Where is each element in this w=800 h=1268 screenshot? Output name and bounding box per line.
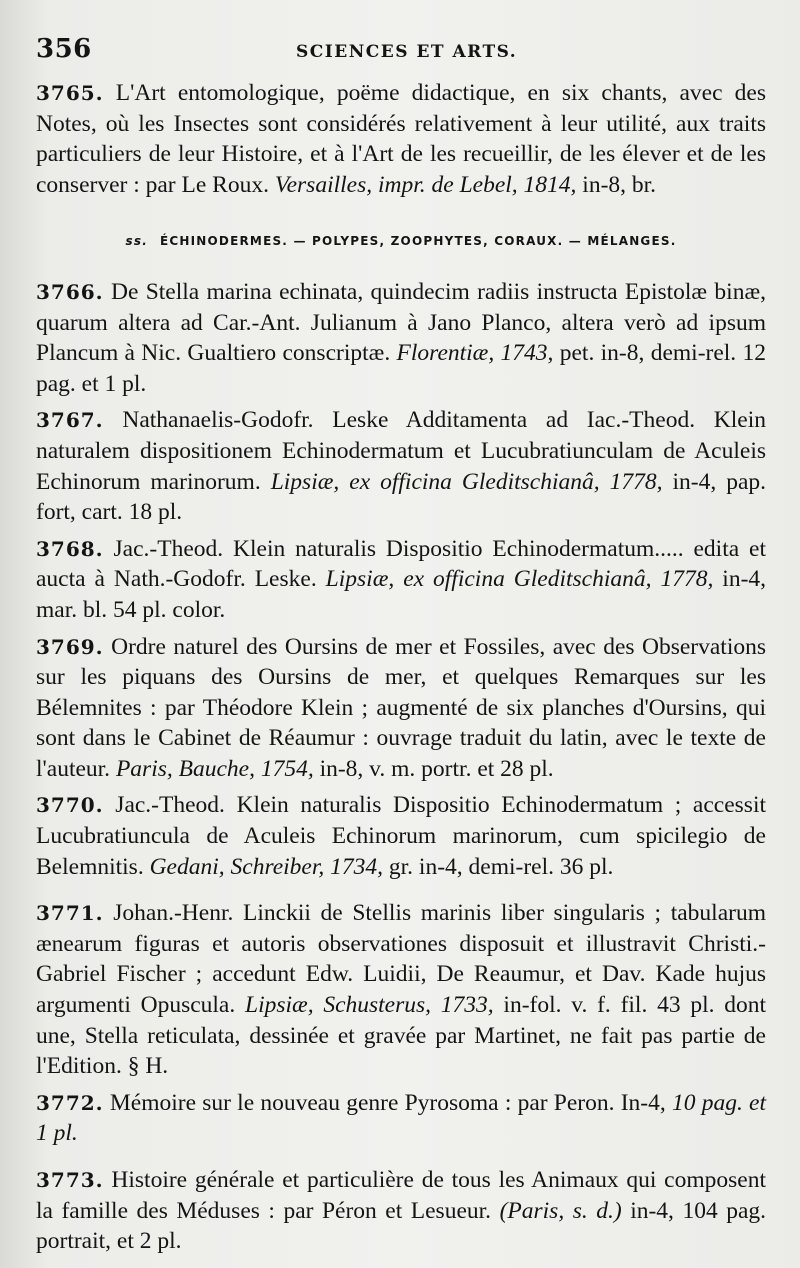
catalog-entry	[36, 534, 766, 626]
page-body	[36, 78, 766, 1263]
entry-tail: gr. in-4, demi-rel. 36 pl.	[388, 853, 614, 880]
catalog-entry	[36, 898, 766, 1082]
entry-text: Jac.-Theod. Klein naturalis Dispositio Echinodermatum..... edita et aucta à Nath.-Godofr. Leske.	[36, 535, 767, 593]
entry-text: Johan.-Henr. Linckii de Stellis marinis liber singularis ; tabularum ænearum figuras et autoris observationes disposuit et illustravit Christi.-Gabriel Fischer ; accedunt Edw. Luidii, De Reaumur, et Dav. Kade hujus argumenti Opuscula.	[36, 900, 766, 1019]
entry-number: 3772.	[36, 1090, 104, 1115]
entry-text: Jac.-Theod. Klein naturalis Dispositio Echinodermatum ; accessit Lucubratiuncula de Aculeis Echinorum marinorum, cum spicilegio de Belemnitis.	[36, 792, 767, 880]
page-header	[36, 34, 764, 70]
entry-text: L'Art entomologique, poëme didactique, en six chants, avec des Notes, où les Insectes sont considérés relativement à leur utilité, aux traits particuliers de leur Histoire, et à l'Art de les recueillir, de les élever et de les conserver : par Le Roux.	[36, 80, 767, 198]
entry-tail: in-4, mar. bl. 54 pl. color.	[36, 566, 767, 623]
entry-number: 3769.	[36, 634, 104, 659]
entry-text: De Stella marina echinata, quindecim radiis instructa Epistolæ binæ, quarum altera ad Car.-Ant. Julianum à Jano Planco, altera verò ad ipsum Plancum à Nic. Gualtiero conscriptæ.	[36, 278, 766, 367]
catalog-entry	[36, 1088, 766, 1149]
entry-tail: in-4, 104 pag. portrait, et 2 pl.	[36, 1197, 767, 1255]
entry-imprint: Florentiæ, 1743,	[396, 340, 554, 367]
entry-imprint: Paris, Bauche, 1754,	[115, 755, 314, 782]
entry-number: 3771.	[36, 901, 104, 926]
catalog-entry	[36, 405, 766, 527]
entry-number: 3767.	[36, 408, 104, 433]
catalog-entry	[36, 277, 766, 399]
section-title: ÉCHINODERMES. — POLYPES, ZOOPHYTES, CORAUX. — MÉLANGES.	[159, 234, 677, 249]
entry-imprint: Gedani, Schreiber, 1734,	[149, 853, 384, 880]
entry-text: Mémoire sur le nouveau genre Pyrosoma : par Peron. In-4,	[109, 1089, 666, 1116]
catalog-entry	[36, 790, 766, 882]
entry-tail: pet. in-8, demi-rel. 12 pag. et 1 pl.	[36, 340, 766, 397]
entry-text: Ordre naturel des Oursins de mer et Fossiles, avec des Observations sur les piquans des Oursins de mer, et quelques Remarques sur les Bélemnites : par Théodore Klein ; augmenté de six planches d'Oursins, qui sont dans le Cabinet de Réaumur : ouvrage traduit du latin, avec le texte de l'auteur.	[36, 633, 767, 782]
entry-imprint: Lipsiæ, Schusterus, 1733,	[245, 992, 494, 1019]
catalog-entry	[36, 632, 766, 785]
entry-number: 3768.	[36, 536, 104, 561]
catalog-entry	[36, 1165, 766, 1257]
entry-tail: in-fol. v. f. fil. 43 pl. dont une, Stella reticulata, dessinée et gravée par Martinet, ne fait pas partie de l'Edition. § H.	[36, 992, 767, 1080]
section-heading	[36, 226, 766, 257]
page-number: 356	[36, 34, 92, 64]
catalog-entry	[36, 78, 766, 200]
entry-tail: 10 pag. et 1 pl.	[36, 1089, 767, 1147]
entry-tail: in-8, br.	[582, 171, 657, 198]
entry-tail: in-4, pap. fort, cart. 18 pl.	[36, 468, 767, 526]
spacer	[36, 888, 766, 898]
entry-number: 3765.	[36, 81, 104, 105]
spacer	[36, 1155, 766, 1165]
entry-text: Histoire générale et particulière de tous les Animaux qui composent la famille des Méduses : par Péron et Lesueur.	[36, 1167, 766, 1224]
entry-imprint: Versailles, impr. de Lebel, 1814,	[274, 171, 577, 198]
entry-tail: in-8, v. m. portr. et 28 pl.	[319, 755, 554, 782]
entry-imprint: Lipsiæ, ex officina Gleditschianâ, 1778,	[270, 468, 663, 495]
entry-number: 3773.	[36, 1168, 104, 1192]
section-marker: ss.	[125, 234, 148, 249]
running-title: SCIENCES ET ARTS.	[296, 42, 518, 62]
entry-text: Nathanaelis-Godofr. Leske Additamenta ad Iac.-Theod. Klein naturalem dispositionem Echinodermatum et Lucubratiunculam de Aculeis Echinorum marinorum.	[36, 407, 766, 495]
entry-imprint: Lipsiæ, ex officina Gleditschianâ, 1778,	[325, 566, 714, 593]
entry-imprint: (Paris, s. d.)	[499, 1197, 622, 1224]
entry-number: 3770.	[36, 793, 104, 818]
entry-number: 3766.	[36, 279, 104, 304]
